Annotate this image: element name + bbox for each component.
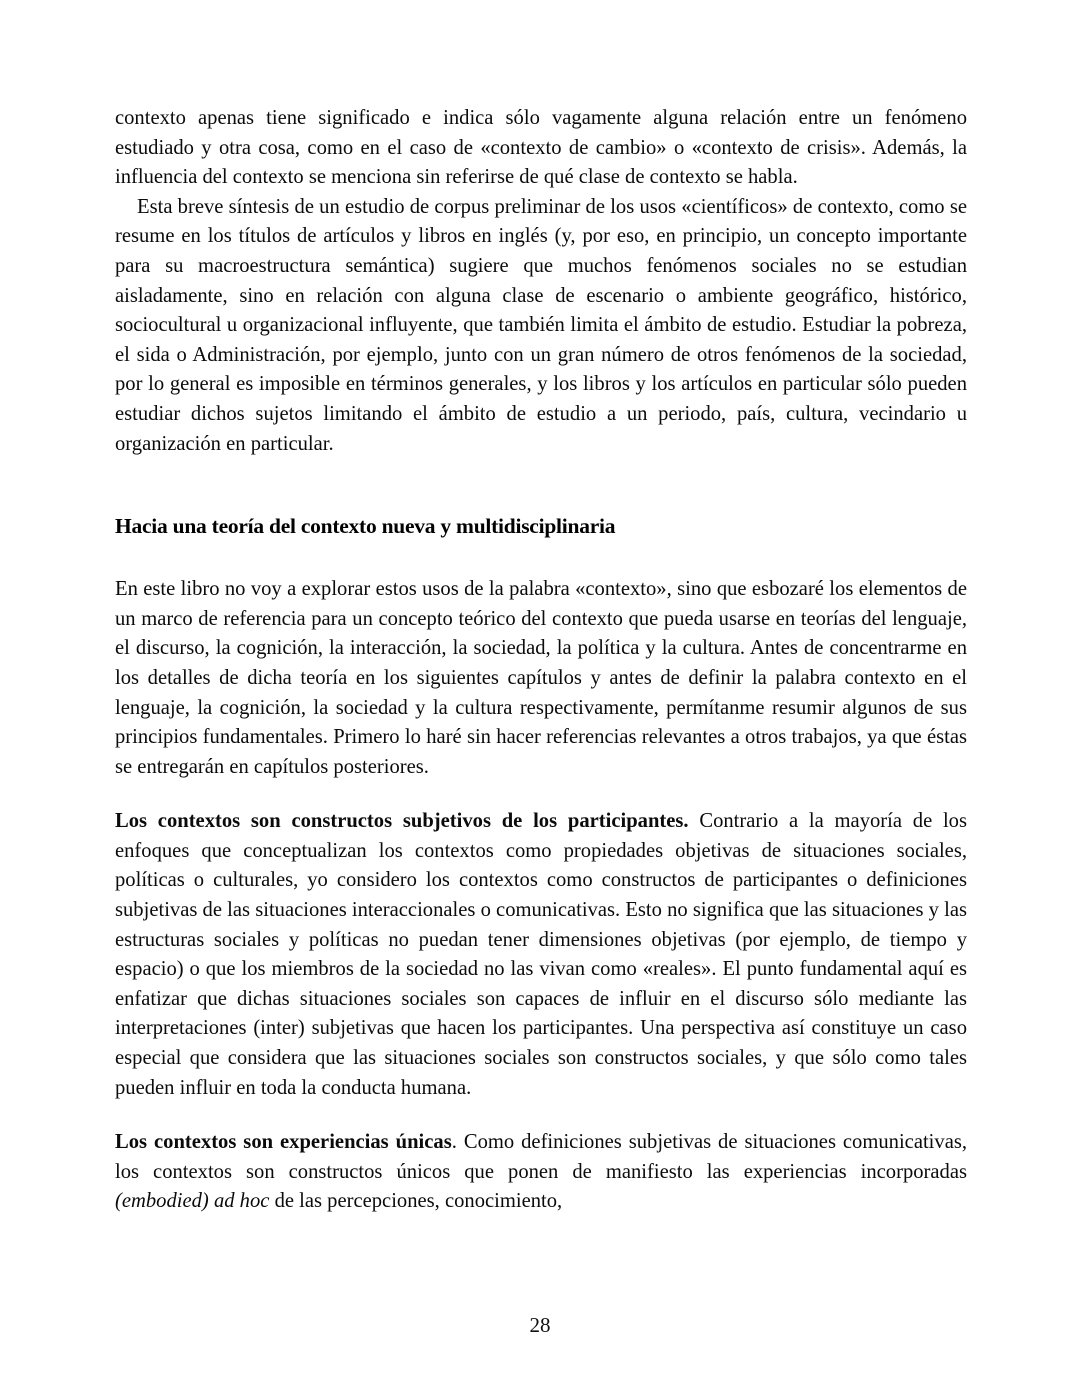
paragraph-5-body-part-1: . Como definiciones subjetivas de situaciones comunicativas, los contextos son constructos únicos que ponen de manifiesto las experiencias incorporadas <box>115 1131 968 1183</box>
paragraph-5-italic-embodied: (embodied) <box>115 1190 209 1213</box>
paragraph-3: En este libro no voy a explorar estos usos de la palabra «contexto», sino que esbozaré los elementos de un marco de referencia para un concepto teórico del contexto que pueda usarse en teorías del lenguaje, el discurso, la cognición, la interacción, la sociedad, la política y la cultura. Antes de concentrarme en los detalles de dicha teoría en los siguientes capítulos y antes de definir la palabra contexto en el lenguaje, la cognición, la sociedad y la cultura respectivamente, permítanme resumir algunos de sus principios fundamentales. Primero lo haré sin hacer referencias relevantes a otros trabajos, ya que éstas se entregarán en capítulos posteriores. <box>115 578 967 778</box>
page-number: 28 <box>529 1313 551 1337</box>
section-heading-block <box>115 511 967 541</box>
section-heading: Hacia una teoría del contexto nueva y multidisciplinaria <box>115 514 616 539</box>
paragraph-1: contexto apenas tiene significado e indica sólo vagamente alguna relación entre un fenómeno estudiado y otra cosa, como en el caso de «contexto de cambio» o «contexto de crisis». Además, la influencia del contexto se menciona sin referirse de qué clase de contexto se habla. <box>115 107 967 189</box>
paragraph-5-italic-ad-hoc: ad hoc <box>213 1190 270 1213</box>
paragraph-5-lead: Los contextos son experiencias únicas <box>115 1131 452 1154</box>
paragraph-4-body: Contrario a la mayoría de los enfoques que conceptualizan los contextos como propiedades objetivas de situaciones sociales, políticas o culturales, yo considero los contextos como constructos de participantes o definiciones subjetivas de las situaciones interaccionales o comunicativas. Esto no significa que las situaciones y las estructuras sociales y políticas no puedan tener dimensiones objetivas (por ejemplo, de tiempo y espacio) o que los miembros de la sociedad no las vivan como «reales». El punto fundamental aquí es enfatizar que dichas situaciones sociales son capaces de influir en el discurso sólo mediante las interpretaciones (inter) subjetivas que hacen los participantes. Una perspectiva así constituye un caso especial que considera que las situaciones sociales son constructos sociales, y que sólo como tales pueden influir en toda la conducta humana. <box>115 810 967 1099</box>
paragraph-4-lead: Los contextos son constructos subjetivos de los participantes. <box>115 810 689 833</box>
paragraph-5 <box>115 1128 967 1217</box>
text-column <box>115 104 967 1217</box>
paragraph-2: Esta breve síntesis de un estudio de corpus preliminar de los usos «científicos» de contexto, como se resume en los títulos de artículos y libros en inglés (y, por eso, en principio, un concepto importante para su macroestructura semántica) sugiere que muchos fenómenos sociales no se estudian aisladamente, sino en relación con alguna clase de escenario o ambiente geográfico, histórico, sociocultural u organizacional influyente, que también limita el ámbito de estudio. Estudiar la pobreza, el sida o Administración, por ejemplo, junto con un gran número de otros fenómenos de la sociedad, por lo general es imposible en términos generales, y los libros y los artículos en particular sólo pueden estudiar dichos sujetos limitando el ámbito de estudio a un periodo, país, cultura, vecindario u organización en particular. <box>115 195 967 455</box>
paragraph-4 <box>115 807 967 1103</box>
paragraph-5-body-part-3: de las percepciones, conocimiento, <box>269 1190 563 1213</box>
